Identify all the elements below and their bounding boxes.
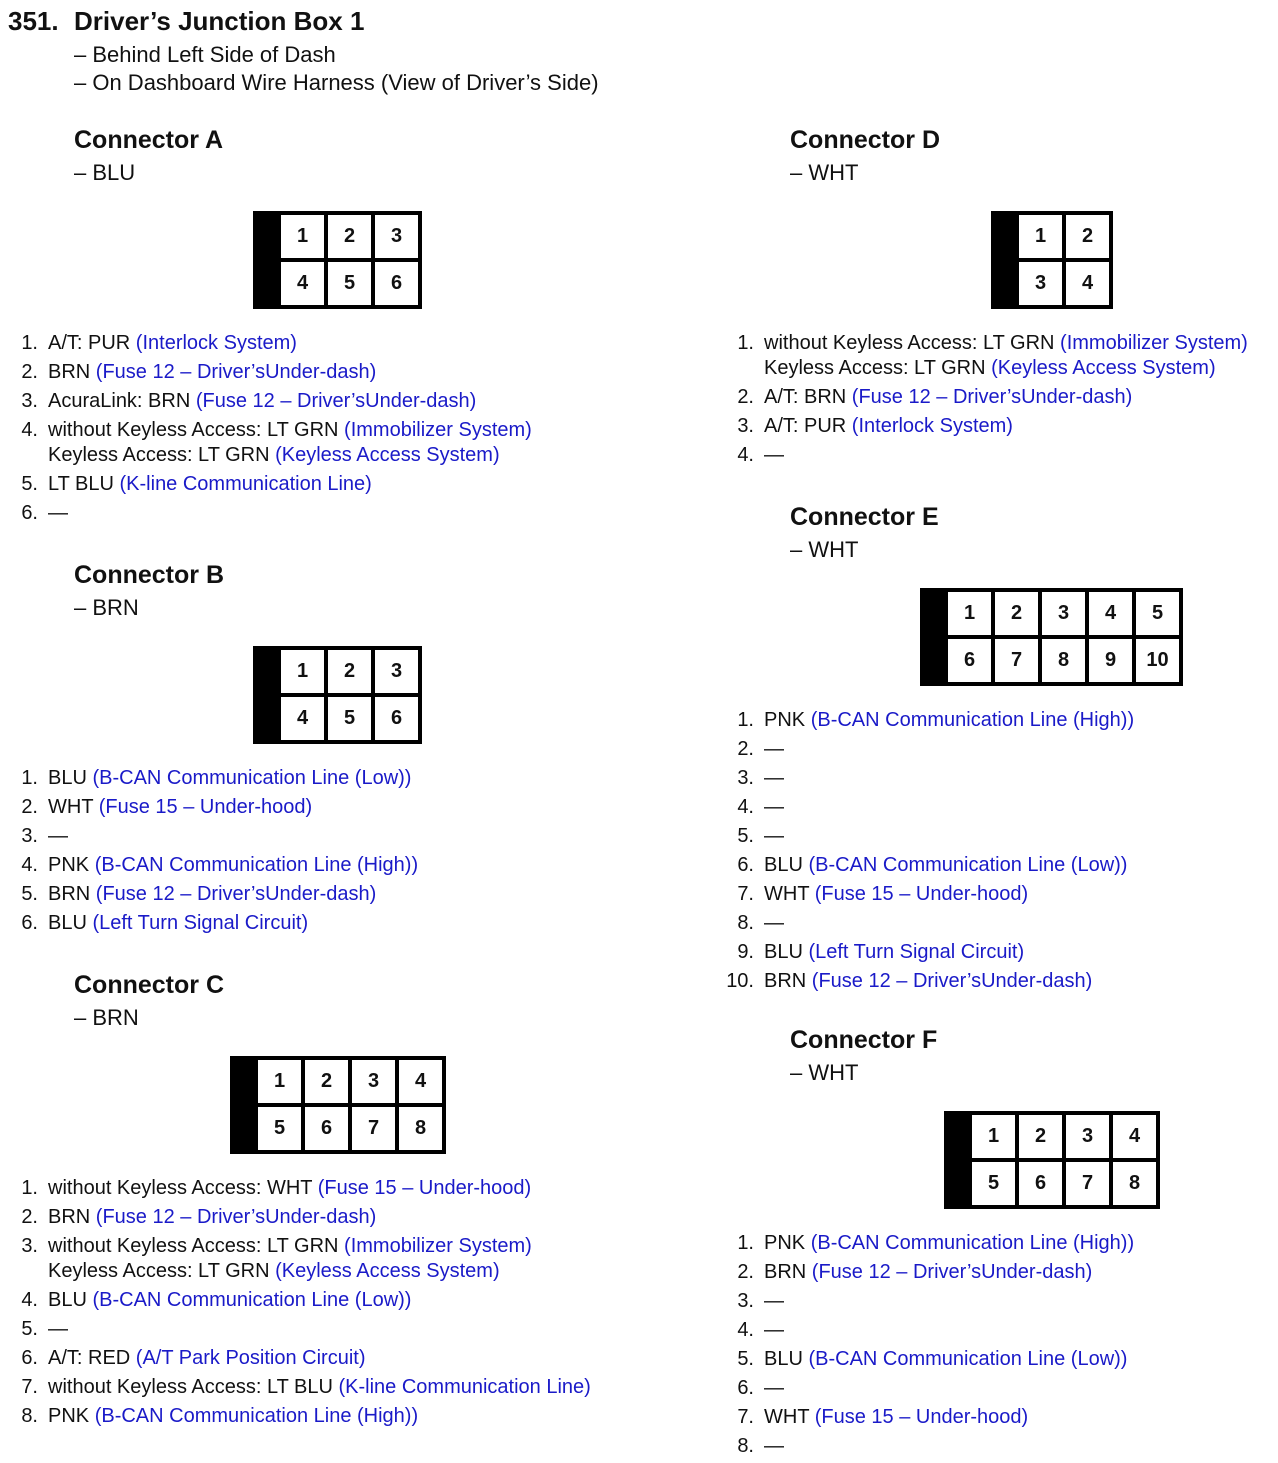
pin-item — [716, 1318, 1134, 1343]
connector-cavity: 7 — [995, 639, 1038, 682]
connector-f-title: Connector F — [790, 1026, 938, 1054]
pin-item — [716, 766, 1134, 791]
pin-description — [48, 472, 532, 497]
pin-item — [0, 472, 532, 497]
pin-number: 6. — [21, 502, 38, 524]
connector-cavity: 8 — [1042, 639, 1085, 682]
pin-description — [764, 708, 1134, 733]
wire-info: without Keyless Access: WHT — [48, 1177, 318, 1199]
section-title: Driver’s Junction Box 1 — [74, 6, 365, 36]
pin-number: 8. — [737, 1435, 754, 1457]
pin-item — [716, 443, 1248, 468]
pin-item — [0, 1317, 591, 1342]
connector-cavity: 5 — [328, 262, 371, 305]
circuit-reference-link[interactable]: (Fuse 15 – Under-hood) — [317, 1177, 532, 1199]
connector-cavity: 5 — [972, 1162, 1015, 1205]
circuit-reference-link[interactable]: (B-CAN Communication Line (Low)) — [92, 767, 412, 789]
wire-info: LT BLU — [48, 473, 120, 495]
pin-number: 3. — [737, 1290, 754, 1312]
connector-c-title: Connector C — [74, 971, 224, 999]
page-title — [8, 6, 364, 37]
pin-description — [764, 1376, 1134, 1401]
connector-cavity: 4 — [281, 262, 324, 305]
wire-info: — — [764, 1290, 784, 1312]
circuit-reference-link[interactable]: (Fuse 15 – Under-hood) — [814, 1406, 1029, 1428]
circuit-reference-link[interactable]: (Immobilizer System) — [1060, 332, 1248, 354]
wire-info: — — [764, 1319, 784, 1341]
pin-number: 7. — [21, 1376, 38, 1398]
pin-item — [716, 385, 1248, 410]
pin-description — [764, 1289, 1134, 1314]
pin-item — [0, 331, 532, 356]
pin-number: 9. — [737, 941, 754, 963]
connector-d-wire-color: – WHT — [790, 160, 859, 185]
pin-description — [48, 389, 532, 414]
wire-info: A/T: RED — [48, 1347, 136, 1369]
pin-description — [764, 824, 1134, 849]
wire-info: BLU — [764, 941, 809, 963]
connector-cavity: 1 — [948, 592, 991, 635]
pin-number: 6. — [737, 1377, 754, 1399]
connector-a-diagram — [253, 211, 422, 309]
wire-info: — — [48, 1318, 68, 1340]
pin-description — [48, 1234, 591, 1259]
wire-info: Keyless Access: LT GRN — [764, 357, 992, 379]
wire-info: BRN — [764, 970, 812, 992]
circuit-reference-link[interactable]: (Interlock System) — [135, 332, 297, 354]
circuit-reference-link[interactable]: (Keyless Access System) — [275, 1260, 500, 1282]
pin-item — [716, 737, 1134, 762]
connector-cavity: 1 — [1019, 215, 1062, 258]
wire-info: BRN — [48, 883, 96, 905]
connector-b-wire-color: – BRN — [74, 595, 139, 620]
circuit-reference-link[interactable]: (B-CAN Communication Line (High)) — [810, 709, 1135, 731]
wire-info: BRN — [48, 1206, 96, 1228]
pin-description — [764, 443, 1248, 468]
connector-a-title: Connector A — [74, 126, 224, 154]
pin-item — [0, 882, 418, 907]
pin-description — [764, 911, 1134, 936]
pin-description — [764, 1318, 1134, 1343]
circuit-reference-link[interactable]: (B-CAN Communication Line (Low)) — [808, 854, 1128, 876]
wire-info: Keyless Access: LT GRN — [48, 444, 276, 466]
circuit-reference-link[interactable]: (Immobilizer System) — [344, 419, 532, 441]
pin-item — [716, 795, 1134, 820]
wire-info: A/T: BRN — [764, 386, 852, 408]
wire-info: Keyless Access: LT GRN — [48, 1260, 276, 1282]
pin-number: 4. — [21, 419, 38, 441]
pin-description — [48, 911, 418, 936]
pin-description — [48, 795, 418, 820]
pin-item — [0, 389, 532, 414]
pin-item — [716, 1231, 1134, 1256]
connector-e-diagram — [920, 588, 1183, 686]
pin-number: 4. — [21, 854, 38, 876]
connector-d-title: Connector D — [790, 126, 940, 154]
connector-f-diagram — [944, 1111, 1160, 1209]
connector-cavity: 5 — [258, 1107, 301, 1150]
wire-info: AcuraLink: BRN — [48, 390, 196, 412]
pin-item — [716, 853, 1134, 878]
pin-description — [48, 1205, 591, 1230]
pin-description — [764, 1347, 1134, 1372]
connector-e-title: Connector E — [790, 503, 939, 531]
wire-info: — — [764, 767, 784, 789]
pin-description — [48, 853, 418, 878]
pin-number: 4. — [737, 1319, 754, 1341]
pin-number: 1. — [737, 709, 754, 731]
circuit-reference-link[interactable]: (Fuse 15 – Under-hood) — [98, 796, 313, 818]
circuit-reference-link[interactable]: (B-CAN Communication Line (High)) — [94, 854, 419, 876]
connector-cavity: 10 — [1136, 639, 1179, 682]
connector-f-pin-list — [716, 1231, 1134, 1463]
pin-item — [0, 766, 418, 791]
connector-cavity: 4 — [1066, 262, 1109, 305]
pin-number: 2. — [737, 738, 754, 760]
pin-item — [716, 414, 1248, 439]
circuit-reference-link[interactable]: (Left Turn Signal Circuit) — [808, 941, 1025, 963]
connector-cavity: 2 — [1019, 1115, 1062, 1158]
wire-info: BLU — [48, 1289, 93, 1311]
pin-number: 8. — [21, 1405, 38, 1427]
connector-cavity: 6 — [948, 639, 991, 682]
pin-item — [0, 824, 418, 849]
pin-number: 4. — [21, 1289, 38, 1311]
wire-info: BLU — [764, 854, 809, 876]
connector-cavity: 4 — [1113, 1115, 1156, 1158]
pin-number: 3. — [737, 415, 754, 437]
wire-info: BRN — [764, 1261, 812, 1283]
pin-number: 1. — [737, 332, 754, 354]
wire-info: PNK — [764, 709, 811, 731]
circuit-reference-link[interactable]: (Keyless Access System) — [275, 444, 500, 466]
connector-cavity: 3 — [1066, 1115, 1109, 1158]
pin-item — [716, 1260, 1134, 1285]
wire-info: without Keyless Access: LT BLU — [48, 1376, 339, 1398]
connector-cavity: 6 — [305, 1107, 348, 1150]
connector-f-wire-color: – WHT — [790, 1060, 859, 1085]
pin-number: 3. — [21, 825, 38, 847]
circuit-reference-link[interactable]: (Fuse 15 – Under-hood) — [814, 883, 1029, 905]
wire-info: without Keyless Access: LT GRN — [764, 332, 1061, 354]
pin-item — [0, 911, 418, 936]
pin-number: 5. — [21, 883, 38, 905]
circuit-reference-link[interactable]: (A/T Park Position Circuit) — [135, 1347, 366, 1369]
connector-cavity: 4 — [399, 1060, 442, 1103]
pin-item — [716, 1289, 1134, 1314]
pin-description — [764, 356, 1248, 381]
connector-cavity: 3 — [375, 215, 418, 258]
circuit-reference-link[interactable]: (Interlock System) — [851, 415, 1013, 437]
connector-cavity: 5 — [328, 697, 371, 740]
wire-info: BLU — [48, 912, 93, 934]
connector-c-diagram — [230, 1056, 446, 1154]
pin-item — [0, 1375, 591, 1400]
wire-info: — — [764, 444, 784, 466]
connector-b-diagram — [253, 646, 422, 744]
connector-cavity: 2 — [1066, 215, 1109, 258]
connector-cavity: 3 — [375, 650, 418, 693]
connector-cavity: 2 — [305, 1060, 348, 1103]
connector-cavity: 1 — [281, 215, 324, 258]
connector-cavity: 5 — [1136, 592, 1179, 635]
connector-d-pin-list — [716, 331, 1248, 472]
connector-e-pin-list — [716, 708, 1134, 998]
wire-info: without Keyless Access: LT GRN — [48, 1235, 345, 1257]
pin-item — [716, 824, 1134, 849]
connector-cavity: 4 — [281, 697, 324, 740]
pin-item — [716, 911, 1134, 936]
connector-cavity: 8 — [1113, 1162, 1156, 1205]
connector-cavity: 1 — [972, 1115, 1015, 1158]
pin-number: 2. — [21, 1206, 38, 1228]
circuit-reference-link[interactable]: (K-line Communication Line) — [338, 1376, 591, 1398]
wire-info: PNK — [48, 854, 95, 876]
circuit-reference-link[interactable]: (Fuse 12 – Driver’sUnder-dash) — [195, 390, 477, 412]
wire-info: A/T: PUR — [48, 332, 136, 354]
pin-description — [48, 418, 532, 443]
pin-number: 3. — [21, 1235, 38, 1257]
pin-description — [48, 360, 532, 385]
wire-info: PNK — [764, 1232, 811, 1254]
pin-number: 6. — [737, 854, 754, 876]
pin-description — [48, 1404, 591, 1429]
circuit-reference-link[interactable]: (B-CAN Communication Line (High)) — [810, 1232, 1135, 1254]
connector-cavity: 1 — [258, 1060, 301, 1103]
connector-c-wire-color: – BRN — [74, 1005, 139, 1030]
pin-description — [48, 1375, 591, 1400]
wire-info: BLU — [48, 767, 93, 789]
pin-item — [716, 1347, 1134, 1372]
pin-item — [0, 1288, 591, 1313]
pin-description — [764, 331, 1248, 356]
pin-number: 6. — [21, 1347, 38, 1369]
wire-info: — — [764, 912, 784, 934]
pin-number: 7. — [737, 883, 754, 905]
pin-description — [48, 443, 532, 468]
connector-a-pin-list — [0, 331, 532, 530]
pin-number: 5. — [21, 1318, 38, 1340]
wire-info: WHT — [764, 883, 815, 905]
connector-cavity: 2 — [328, 215, 371, 258]
pin-description — [48, 882, 418, 907]
pin-item — [0, 501, 532, 526]
connector-a-wire-color: – BLU — [74, 160, 136, 185]
circuit-reference-link[interactable]: (Fuse 12 – Driver’sUnder-dash) — [95, 1206, 377, 1228]
pin-description — [48, 1288, 591, 1313]
wire-info: — — [764, 1377, 784, 1399]
pin-description — [764, 1434, 1134, 1459]
pin-number: 1. — [21, 1177, 38, 1199]
pin-number: 3. — [21, 390, 38, 412]
circuit-reference-link[interactable]: (Keyless Access System) — [991, 357, 1216, 379]
connector-cavity: 3 — [1042, 592, 1085, 635]
pin-number: 2. — [21, 796, 38, 818]
pin-item — [0, 1176, 591, 1201]
wire-info: A/T: PUR — [764, 415, 852, 437]
circuit-reference-link[interactable]: (B-CAN Communication Line (High)) — [94, 1405, 419, 1427]
wire-info: PNK — [48, 1405, 95, 1427]
connector-c-pin-list — [0, 1176, 591, 1433]
pin-number: 4. — [737, 796, 754, 818]
pin-item — [716, 331, 1248, 381]
pin-description — [48, 501, 532, 526]
pin-description — [764, 795, 1134, 820]
connector-cavity: 7 — [1066, 1162, 1109, 1205]
pin-number: 2. — [737, 1261, 754, 1283]
pin-item — [0, 418, 532, 468]
pin-item — [716, 882, 1134, 907]
wire-info: — — [764, 825, 784, 847]
connector-e-wire-color: – WHT — [790, 537, 859, 562]
wire-info: — — [48, 825, 68, 847]
pin-item — [0, 1346, 591, 1371]
location-line: – Behind Left Side of Dash — [74, 42, 336, 67]
pin-item — [0, 1234, 591, 1284]
pin-number: 7. — [737, 1406, 754, 1428]
pin-description — [48, 1317, 591, 1342]
wire-info: — — [764, 796, 784, 818]
connector-cavity: 4 — [1089, 592, 1132, 635]
wire-info: — — [48, 502, 68, 524]
wire-info: — — [764, 1435, 784, 1457]
circuit-reference-link[interactable]: (B-CAN Communication Line (Low)) — [808, 1348, 1128, 1370]
wire-info: BRN — [48, 361, 96, 383]
pin-description — [48, 1346, 591, 1371]
pin-description — [764, 940, 1134, 965]
pin-item — [716, 940, 1134, 965]
pin-number: 1. — [737, 1232, 754, 1254]
pin-item — [0, 1404, 591, 1429]
connector-cavity: 9 — [1089, 639, 1132, 682]
pin-number: 5. — [737, 1348, 754, 1370]
wire-info: — — [764, 738, 784, 760]
pin-description — [764, 414, 1248, 439]
circuit-reference-link[interactable]: (Fuse 12 – Driver’sUnder-dash) — [811, 970, 1093, 992]
pin-number: 5. — [21, 473, 38, 495]
pin-description — [764, 882, 1134, 907]
pin-description — [48, 331, 532, 356]
pin-number: 6. — [21, 912, 38, 934]
pin-number: 5. — [737, 825, 754, 847]
connector-d-diagram — [991, 211, 1113, 309]
connector-cavity: 8 — [399, 1107, 442, 1150]
pin-description — [764, 1260, 1134, 1285]
connector-cavity: 6 — [375, 262, 418, 305]
pin-description — [48, 1259, 591, 1284]
connector-cavity: 6 — [1019, 1162, 1062, 1205]
connector-cavity: 7 — [352, 1107, 395, 1150]
wire-info: WHT — [764, 1406, 815, 1428]
circuit-reference-link[interactable]: (Fuse 12 – Driver’sUnder-dash) — [811, 1261, 1093, 1283]
pin-item — [716, 1405, 1134, 1430]
pin-number: 2. — [737, 386, 754, 408]
pin-description — [764, 1231, 1134, 1256]
pin-description — [764, 969, 1134, 994]
pin-description — [48, 1176, 591, 1201]
pin-number: 1. — [21, 332, 38, 354]
pin-description — [764, 1405, 1134, 1430]
pin-description — [48, 766, 418, 791]
connector-b-pin-list — [0, 766, 418, 940]
pin-item — [716, 708, 1134, 733]
pin-item — [0, 853, 418, 878]
wire-info: WHT — [48, 796, 99, 818]
connector-b-title: Connector B — [74, 561, 224, 589]
pin-number: 2. — [21, 361, 38, 383]
pin-number: 10. — [726, 970, 754, 992]
pin-item — [0, 360, 532, 385]
pin-description — [764, 766, 1134, 791]
circuit-reference-link[interactable]: (Fuse 12 – Driver’sUnder-dash) — [95, 361, 377, 383]
pin-number: 4. — [737, 444, 754, 466]
pin-item — [0, 1205, 591, 1230]
connector-cavity: 6 — [375, 697, 418, 740]
section-number: 351. — [8, 6, 59, 36]
pin-item — [716, 969, 1134, 994]
connector-cavity: 1 — [281, 650, 324, 693]
location-line: – On Dashboard Wire Harness (View of Driver’s Side) — [74, 70, 599, 95]
pin-description — [764, 385, 1248, 410]
pin-description — [48, 824, 418, 849]
circuit-reference-link[interactable]: (Immobilizer System) — [344, 1235, 532, 1257]
pin-number: 3. — [737, 767, 754, 789]
circuit-reference-link[interactable]: (Fuse 12 – Driver’sUnder-dash) — [95, 883, 377, 905]
pin-number: 8. — [737, 912, 754, 934]
pin-description — [764, 737, 1134, 762]
pin-number: 1. — [21, 767, 38, 789]
wire-info: without Keyless Access: LT GRN — [48, 419, 345, 441]
pin-item — [716, 1434, 1134, 1459]
connector-cavity: 3 — [1019, 262, 1062, 305]
pin-item — [716, 1376, 1134, 1401]
circuit-reference-link[interactable]: (K-line Communication Line) — [119, 473, 372, 495]
wire-info: BLU — [764, 1348, 809, 1370]
connector-cavity: 3 — [352, 1060, 395, 1103]
pin-item — [0, 795, 418, 820]
connector-cavity: 2 — [995, 592, 1038, 635]
pin-description — [764, 853, 1134, 878]
circuit-reference-link[interactable]: (Left Turn Signal Circuit) — [92, 912, 309, 934]
circuit-reference-link[interactable]: (Fuse 12 – Driver’sUnder-dash) — [851, 386, 1133, 408]
connector-cavity: 2 — [328, 650, 371, 693]
circuit-reference-link[interactable]: (B-CAN Communication Line (Low)) — [92, 1289, 412, 1311]
